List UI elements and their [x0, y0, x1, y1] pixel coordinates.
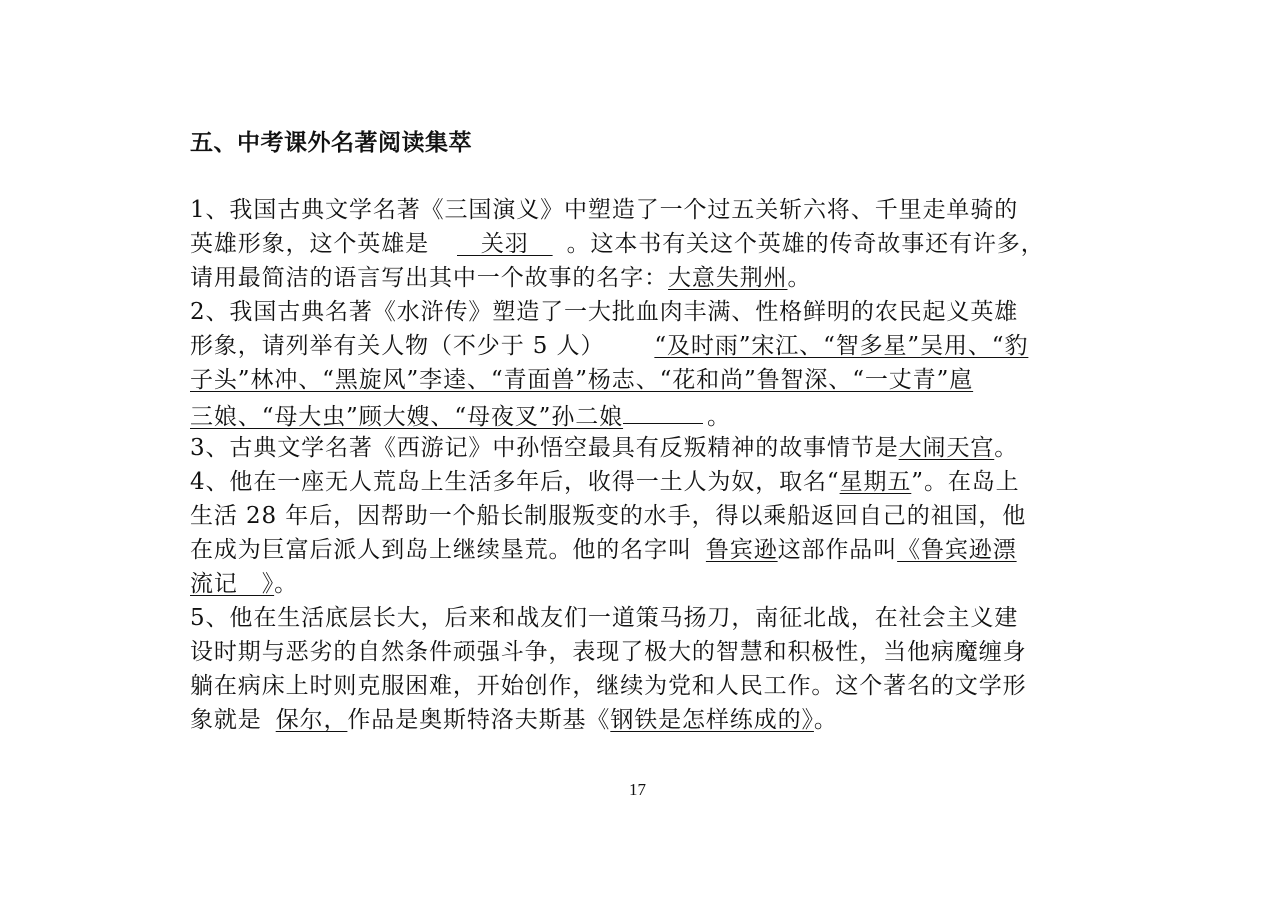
q1-line-2: [190, 229, 1045, 259]
page-number: 17: [629, 780, 646, 799]
q5-text: 5、他在生活底层长大，后来和战友们一道策马扬刀，南征北战，在社会主义建: [190, 605, 1019, 631]
q4-line-2: [190, 501, 1026, 531]
q1-text: 英雄形象，这个英雄是: [190, 231, 429, 257]
q5-answer-character: 保尔，: [275, 707, 348, 733]
q2-line-3: [190, 365, 973, 395]
q3-text: 。: [994, 435, 1019, 461]
q4-line-3: [190, 535, 1017, 565]
q5-text: 设时期与恶劣的自然条件顽强斗争，表现了极大的智慧和积极性，当他病魔缠身: [190, 639, 1027, 665]
q2-text: 形象，请列举有关人物（不少于 5 人）: [190, 333, 605, 359]
q4-answer-work: 《鲁宾逊漂: [897, 537, 1017, 563]
q4-answer-servant: 星期五: [839, 469, 912, 495]
q2-line-1: [190, 297, 1018, 327]
q1-line-3: [190, 263, 811, 293]
q1-text: 1、我国古典文学名著《三国演义》中塑造了一个过五关斩六将、千里走单骑的: [190, 197, 1019, 223]
q1-text: 请用最简洁的语言写出其中一个故事的名字：: [190, 265, 668, 291]
q2-answer-characters: 子头”林冲、“黑旋风”李逵、“青面兽”杨志、“花和尚”鲁智深、“一丈青”扈: [190, 367, 974, 393]
q5-text: 象就是: [190, 707, 262, 733]
q4-text: 生活 28 年后，因帮助一个船长制服叛变的水手，得以乘船返回自己的祖国，他: [190, 503, 1027, 529]
q5-line-4: [190, 705, 838, 735]
q4-answer-work: 流记 》: [190, 571, 275, 597]
q2-text: 2、我国古典名著《水浒传》塑造了一大批血肉丰满、性格鲜明的农民起义英雄: [190, 299, 1019, 325]
q4-text: ”。在岛上: [911, 469, 1020, 495]
q4-text: 这部作品叫: [777, 537, 898, 563]
q4-line-1: [190, 467, 1020, 497]
q5-answer-work: 钢铁是怎样练成的》: [610, 707, 814, 733]
q5-line-3: [190, 671, 1027, 701]
q3-line-1: [190, 433, 1018, 463]
q5-line-1: [190, 603, 1018, 633]
q4-text: 在成为巨富后派人到岛上继续垦荒。他的名字叫: [190, 537, 692, 563]
q2-answer-characters: 三娘、“母大虫”顾大嫂、“母夜叉”孙二娘: [190, 404, 624, 430]
q5-line-2: [190, 637, 1027, 667]
q1-answer-hero: 关羽: [457, 231, 553, 257]
section-heading: 五、中考课外名著阅读集萃: [190, 130, 472, 156]
q2-line-4: [190, 399, 731, 432]
q4-line-4: [190, 569, 298, 599]
q2-answer-blank: [623, 399, 703, 424]
q5-text: 躺在病床上时则克服困难，开始创作，继续为党和人民工作。这个著名的文学形: [190, 673, 1027, 699]
q4-text: 4、他在一座无人荒岛上生活多年后，收得一土人为奴，取名“: [190, 469, 840, 495]
q3-text: 3、古典文学名著《西游记》中孙悟空最具有反叛精神的故事情节是: [190, 435, 899, 461]
q1-text: 。这本书有关这个英雄的传奇故事还有许多，: [566, 231, 1045, 257]
q2-answer-characters: “及时雨”宋江、“智多星”吴用、“豹: [654, 333, 1029, 359]
q1-line-1: [190, 195, 1018, 225]
q1-text: 。: [787, 265, 812, 291]
q4-answer-name: 鲁宾逊: [705, 537, 778, 563]
q2-line-2: [190, 331, 1028, 361]
q3-answer-episode: 大闹天宫: [898, 435, 995, 461]
q5-text: 作品是奥斯特洛夫斯基《: [347, 707, 611, 733]
q4-text: 。: [274, 571, 299, 597]
q2-text: 。: [707, 404, 731, 430]
q5-text: 。: [813, 707, 838, 733]
q1-answer-story: 大意失荆州: [668, 265, 788, 291]
